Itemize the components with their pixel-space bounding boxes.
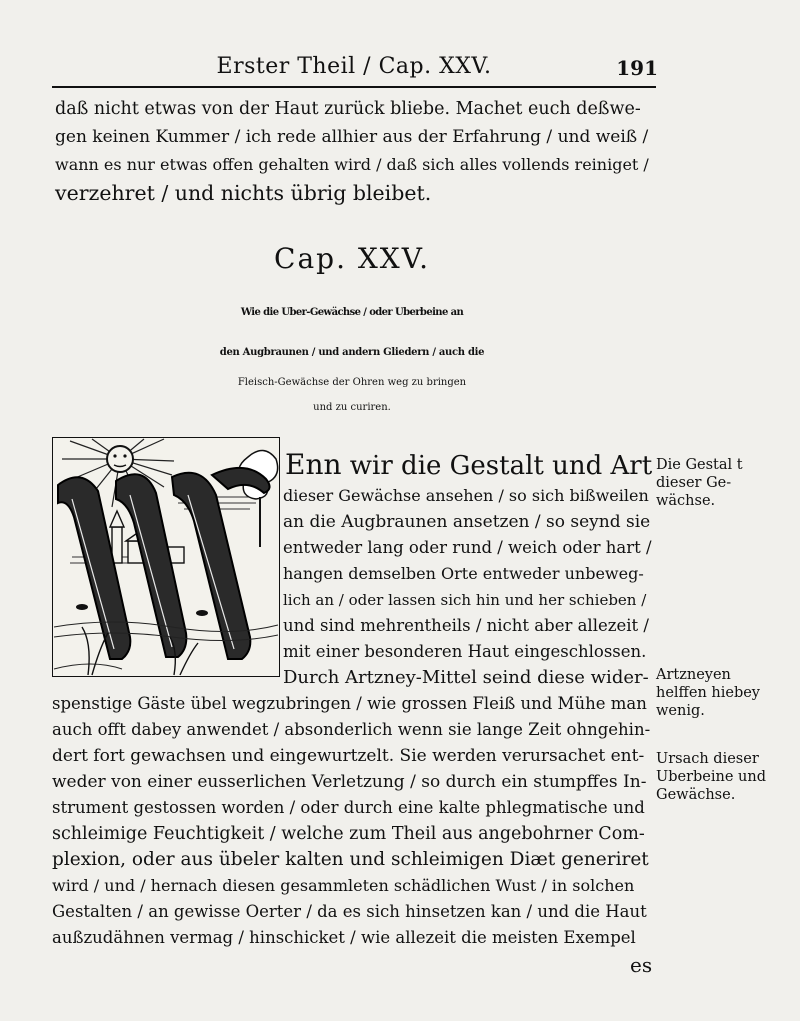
margin-note-line: Die Gestal t bbox=[656, 457, 743, 473]
page-header bbox=[52, 52, 656, 88]
text-line: plexion, oder aus übeler kalten und schleimigen Diæt generiret bbox=[52, 849, 649, 870]
text-line: wird / und / hernach diesen gesammleten schädlichen Wust / in solchen bbox=[52, 876, 635, 895]
text-line: Gestalten / an gewisse Oerter / da es sich hinsetzen kan / und die Haut bbox=[52, 902, 647, 921]
text-line: schleimige Feuchtigkeit / welche zum Theil aus angebohrner Com- bbox=[52, 824, 645, 844]
margin-note-line: wächse. bbox=[656, 493, 716, 509]
margin-note-line: dieser Ge- bbox=[656, 475, 732, 491]
text-line: gen keinen Kummer / ich rede allhier aus der Erfahrung / und weiß / bbox=[55, 127, 649, 147]
woodcut-initial-w bbox=[52, 437, 280, 677]
text-line: dieser Gewächse ansehen / so sich bißweilen bbox=[283, 486, 649, 505]
title-line: Fleisch-Gewächse der Ohren weg zu bringen bbox=[237, 377, 467, 388]
text-line: außzudähnen vermag / hinschicket / wie allezeit die meisten Exempel bbox=[52, 928, 636, 947]
text-line: dert fort gewachsen und eingewurtzelt. Sie werden verursachet ent- bbox=[52, 746, 645, 766]
text-line: weder von einer eusserlichen Verletzung / so durch ein stumpffes In- bbox=[52, 772, 647, 792]
chapter-heading: Cap. XXV. bbox=[274, 242, 430, 275]
text-line: wann es nur etwas offen gehalten wird / daß sich alles vollends reiniget / bbox=[55, 155, 649, 174]
text-line: strument gestossen worden / oder durch eine kalte phlegmatische und bbox=[52, 798, 645, 817]
title-line: den Augbraunen / und andern Gliedern / auch die bbox=[219, 347, 485, 358]
catchword: es bbox=[630, 953, 653, 977]
text-line: Durch Artzney-Mittel seind diese wider- bbox=[283, 667, 649, 688]
title-line: und zu curiren. bbox=[313, 402, 391, 413]
margin-note-line: Ursach dieser bbox=[656, 751, 759, 767]
woodcut-initial-image bbox=[52, 437, 280, 677]
text-line: daß nicht etwas von der Haut zurück bliebe. Machet euch deßwe- bbox=[55, 99, 641, 119]
margin-note-line: wenig. bbox=[656, 703, 705, 719]
margin-note-line: Gewächse. bbox=[656, 787, 736, 803]
page-number: 191 bbox=[616, 56, 658, 80]
text-line: auch offt dabey anwendet / absonderlich wenn sie lange Zeit ohngehin- bbox=[52, 720, 651, 739]
title-line: Wie die Uber-Gewächse / oder Uberbeine an bbox=[240, 307, 464, 318]
text-line: lich an / oder lassen sich hin und her schieben / bbox=[283, 591, 647, 609]
running-head: Erster Theil / Cap. XXV. bbox=[216, 54, 492, 79]
first-line-rest: wir die Gestalt und Art bbox=[341, 451, 653, 481]
text-line: verzehret / und nichts übrig bleibet. bbox=[55, 181, 432, 205]
text-line: spenstige Gäste übel wegzubringen / wie grossen Fleiß und Mühe man bbox=[52, 694, 647, 713]
first-line bbox=[285, 448, 653, 481]
margin-note-line: Artzneyen bbox=[656, 667, 731, 683]
text-line: hangen demselben Orte entweder unbeweg- bbox=[283, 564, 644, 583]
margin-note-line: Uberbeine und bbox=[656, 769, 767, 785]
text-line: an die Augbraunen ansetzen / so seynd sie bbox=[283, 512, 651, 532]
margin-note-line: helffen hiebey bbox=[656, 685, 760, 701]
lead-word: Enn bbox=[285, 448, 342, 481]
text-line: mit einer besonderen Haut eingeschlossen. bbox=[283, 642, 647, 661]
text-line: entweder lang oder rund / weich oder hart / bbox=[283, 538, 652, 557]
margin-note-remedies bbox=[656, 666, 796, 720]
margin-note-causes bbox=[656, 750, 796, 804]
margin-note-shape bbox=[656, 456, 796, 510]
text-line: und sind mehrentheils / nicht aber allezeit / bbox=[283, 616, 649, 635]
